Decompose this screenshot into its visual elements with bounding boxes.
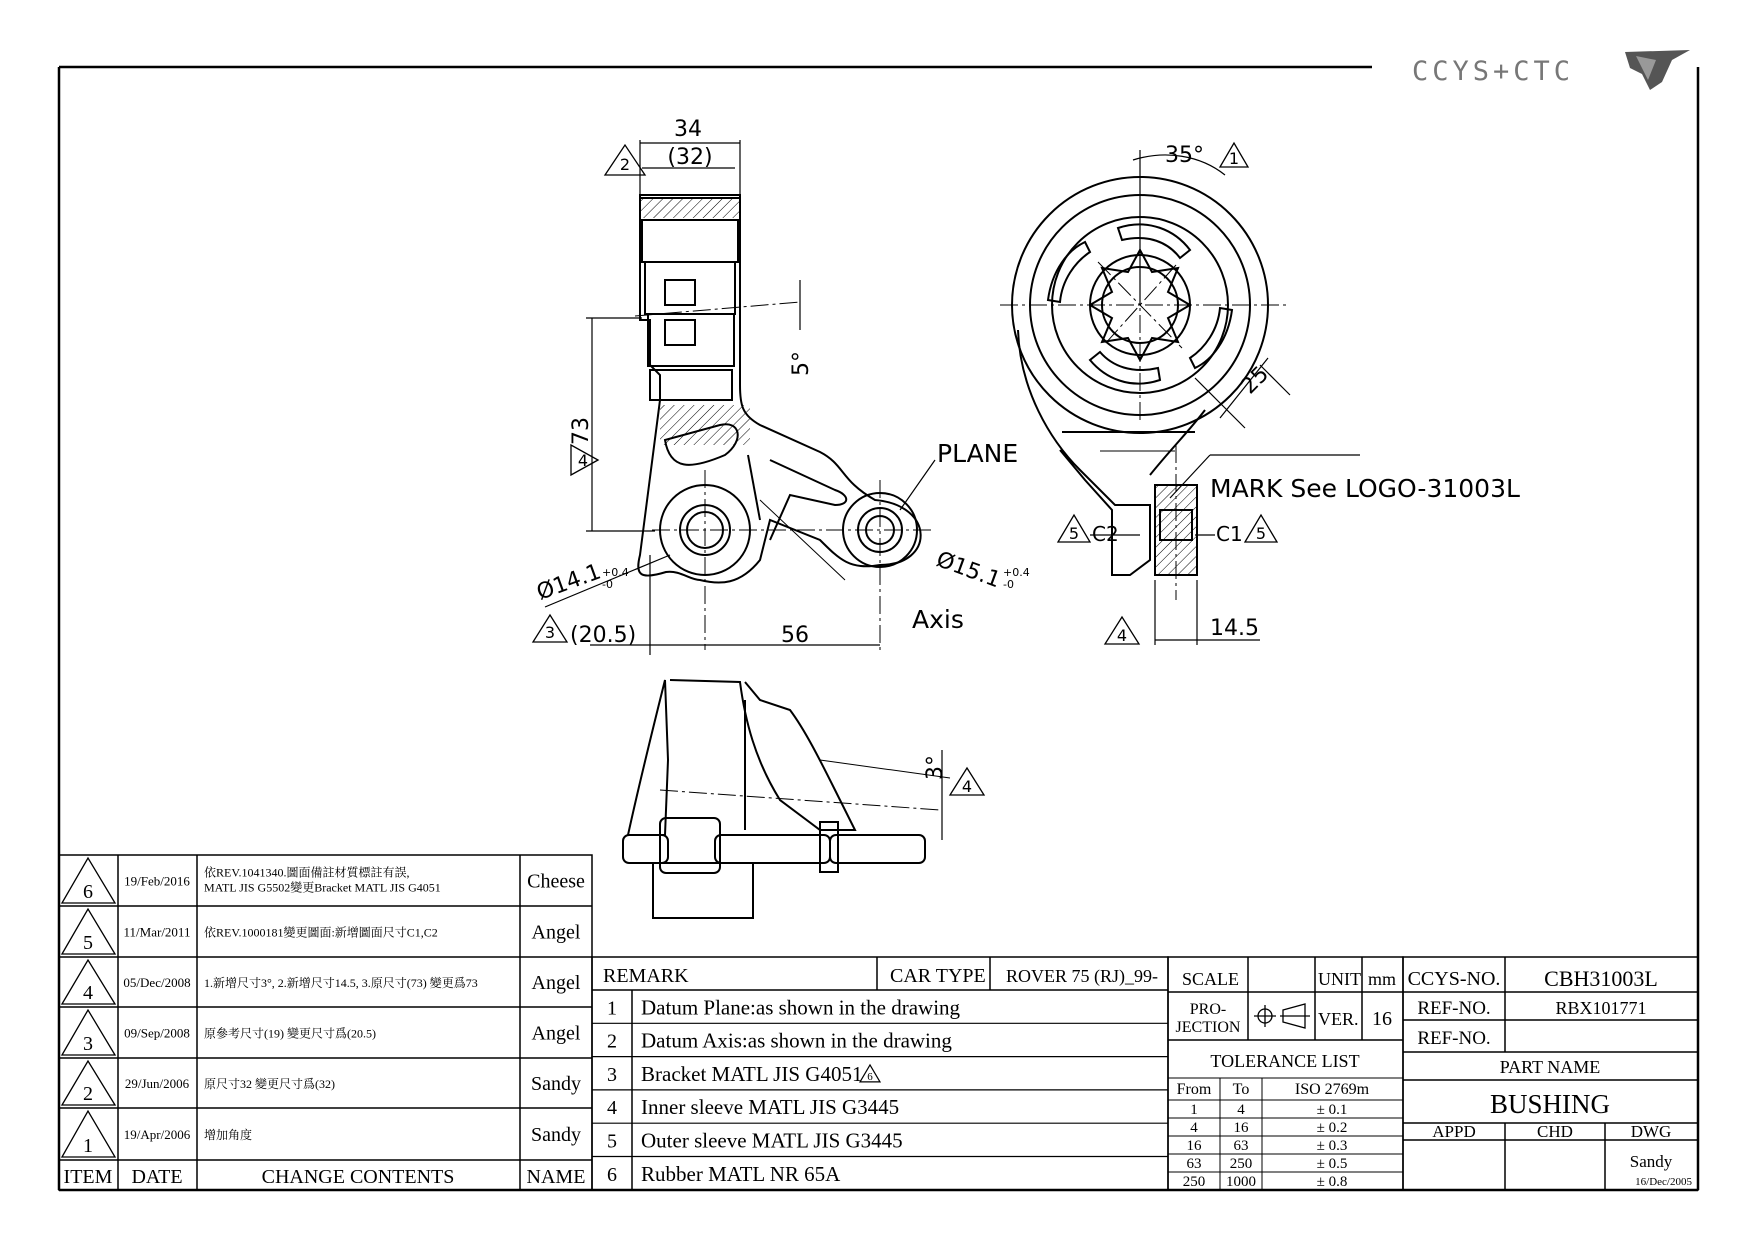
dim-14-5: 14.5 [1210,616,1259,641]
remark-number: 2 [607,1030,617,1053]
revision-name: Cheese [527,870,585,893]
dim-5deg: 5° [789,351,814,376]
revision-name: Angel [531,972,581,994]
dim-73: 73 [569,417,594,445]
tolerance-cell: 250 [1229,1156,1253,1172]
tol-plus-14: +0.4 [602,566,629,579]
dim-35deg: 35° [1165,143,1204,168]
tol-minus-14: -0 [602,578,613,591]
chd-label: CHD [1537,1122,1573,1141]
unit-label: UNIT [1318,969,1361,989]
revision-content: 依REV.1041340.圖面備註材質標註有誤, [204,865,410,880]
brand-name: CCYS+CTC [1412,56,1575,87]
revision-content: 增加角度 [204,1128,253,1142]
revision-name: Angel [531,921,581,944]
spec-table [1168,957,1403,1190]
car-type-value: ROVER 75 (RJ)_99- [1006,966,1158,986]
tolerance-header: To [1232,1081,1250,1098]
tolerance-cell: 1 [1190,1102,1198,1118]
dwg-value: Sandy [1629,1152,1673,1171]
revision-content: 原尺寸32 變更尺寸爲(32) [204,1077,335,1091]
remark-number: 4 [607,1097,617,1120]
remark-row [607,995,961,1019]
tolerance-cell: ± 0.2 [1316,1120,1348,1136]
dim-32-ref: (32) [667,145,713,170]
tol-minus-15: -0 [1003,578,1014,591]
chamfer-c2: C2 [1092,522,1119,546]
revision-item: 5 [83,932,93,954]
tolerance-cell: 250 [1182,1174,1206,1190]
revision-row [62,858,585,903]
revision-row [62,1061,581,1105]
remark-text: Rubber MATL NR 65A [641,1161,841,1186]
ref-no-label-1: REF-NO. [1417,998,1491,1019]
label-plane: PLANE [937,439,1019,468]
dwg-date: 16/Dec/2005 [1635,1176,1692,1188]
third-angle-projection-icon [1254,1004,1310,1028]
rev-header-contents: CHANGE CONTENTS [261,1166,455,1188]
remark-row [607,1062,880,1086]
rev-header-item: ITEM [63,1166,113,1188]
rev-marker-2: 2 [619,155,631,174]
tolerance-cell: 63 [1233,1138,1249,1154]
dim-dia-14-1: Ø14.1 [533,559,605,606]
rev-marker-5a: 5 [1068,524,1080,543]
revision-name: Sandy [531,1073,581,1095]
remark-rev-marker: 6 [867,1070,873,1083]
revision-item: 6 [83,881,93,903]
tolerance-cell: ± 0.3 [1316,1138,1348,1154]
tolerance-cell: 16 [1186,1138,1202,1154]
revision-row [62,909,581,954]
rev-marker-4: 4 [577,451,589,470]
brand-header [1412,50,1690,90]
tolerance-title: TOLERANCE LIST [1210,1051,1360,1071]
tolerance-cell: 1000 [1226,1174,1256,1190]
revision-content-line2: MATL JIS G5502變更Bracket MATL JIS G4051 [204,880,441,895]
rev-marker-4c: 4 [961,777,973,796]
projection-label-1: PRO- [1189,1001,1227,1018]
ver-value: 16 [1372,1008,1392,1030]
tolerance-cell: 4 [1237,1102,1245,1118]
ccys-wing-logo-icon [1625,50,1690,90]
tolerance-cell: 63 [1186,1156,1202,1172]
revision-item: 3 [83,1033,93,1055]
rev-header-name: NAME [526,1166,586,1188]
ccys-no-value: CBH31003L [1544,966,1658,991]
tolerance-cell: ± 0.1 [1316,1102,1348,1118]
scale-label: SCALE [1182,969,1240,989]
dim-3deg: 3° [923,755,948,780]
rev-header-date: DATE [131,1166,183,1188]
tolerance-header: ISO 2769m [1294,1081,1370,1098]
remark-title: REMARK [603,965,689,987]
revision-name: Angel [531,1022,581,1045]
dim-56: 56 [781,623,809,648]
rev-marker-5b: 5 [1255,524,1267,543]
remark-text: Outer sleeve MATL JIS G3445 [641,1128,903,1153]
tolerance-header: From [1176,1081,1212,1098]
appd-label: APPD [1432,1122,1476,1141]
dim-25: 25 [1236,361,1275,400]
dwg-label: DWG [1630,1122,1672,1141]
remark-row [607,1095,899,1119]
revision-date: 19/Apr/2006 [123,1127,191,1142]
remark-number: 3 [607,1063,617,1086]
ref-no-label-2: REF-NO. [1417,1028,1491,1049]
rev-marker-1: 1 [1228,149,1240,168]
projection-label-2: JECTION [1175,1019,1241,1036]
revision-date: 19/Feb/2016 [124,873,190,889]
revision-content: 原參考尺寸(19) 變更尺寸爲(20.5) [204,1026,376,1041]
dim-34: 34 [674,117,702,142]
label-mark: MARK See LOGO-31003L [1210,474,1520,503]
tol-plus-15: +0.4 [1003,566,1030,579]
remark-row [607,1162,841,1186]
ref-no-value-1: RBX101771 [1555,998,1647,1018]
revision-item: 4 [83,982,93,1004]
bottom-view [623,680,950,918]
remark-row [607,1029,952,1053]
revision-name: Sandy [531,1124,581,1146]
tolerance-cell: 16 [1233,1120,1249,1136]
ver-label: VER. [1318,1009,1359,1029]
revision-content: 1.新增尺寸3°, 2.新增尺寸14.5, 3.原尺寸(73) 變更爲73 [204,976,478,990]
chamfer-c1: C1 [1216,522,1243,546]
sheet-border [59,67,1698,1190]
revision-date: 11/Mar/2011 [123,924,191,940]
label-axis: Axis [912,605,964,634]
rev-marker-4b: 4 [1116,626,1128,645]
remark-number: 1 [607,997,617,1020]
tolerance-cell: 4 [1190,1120,1198,1136]
ccys-no-label: CCYS-NO. [1407,968,1501,990]
revision-row [62,1010,581,1055]
dim-20-5-ref: (20.5) [570,623,637,648]
tolerance-cell: ± 0.8 [1316,1174,1348,1190]
revision-item: 1 [83,1135,93,1157]
remark-text: Inner sleeve MATL JIS G3445 [641,1095,900,1120]
remark-text: Datum Axis:as shown in the drawing [641,1028,952,1053]
part-name-label: PART NAME [1499,1057,1601,1077]
part-name-value: BUSHING [1489,1089,1611,1119]
car-type-label: CAR TYPE [890,965,986,987]
dim-dia-15-1: Ø15.1 [932,547,1004,594]
unit-value: mm [1367,969,1397,989]
tolerance-cell: ± 0.5 [1316,1156,1348,1172]
front-view [635,195,935,650]
revision-content: 依REV.1000181變更圖面:新增圖面尺寸C1,C2 [204,925,438,940]
revision-item: 2 [83,1083,93,1105]
revision-date: 05/Dec/2008 [123,975,191,990]
revision-row [62,1111,581,1157]
remark-text: Bracket MATL JIS G4051 [641,1061,863,1086]
remark-row [607,1129,903,1153]
revision-row [62,960,581,1004]
revision-date: 29/Jun/2006 [124,1076,190,1091]
remark-number: 5 [607,1130,617,1153]
remark-text: Datum Plane:as shown in the drawing [641,995,961,1020]
rev-marker-3: 3 [544,623,556,642]
remark-number: 6 [607,1163,617,1186]
revision-date: 09/Sep/2008 [124,1025,190,1041]
